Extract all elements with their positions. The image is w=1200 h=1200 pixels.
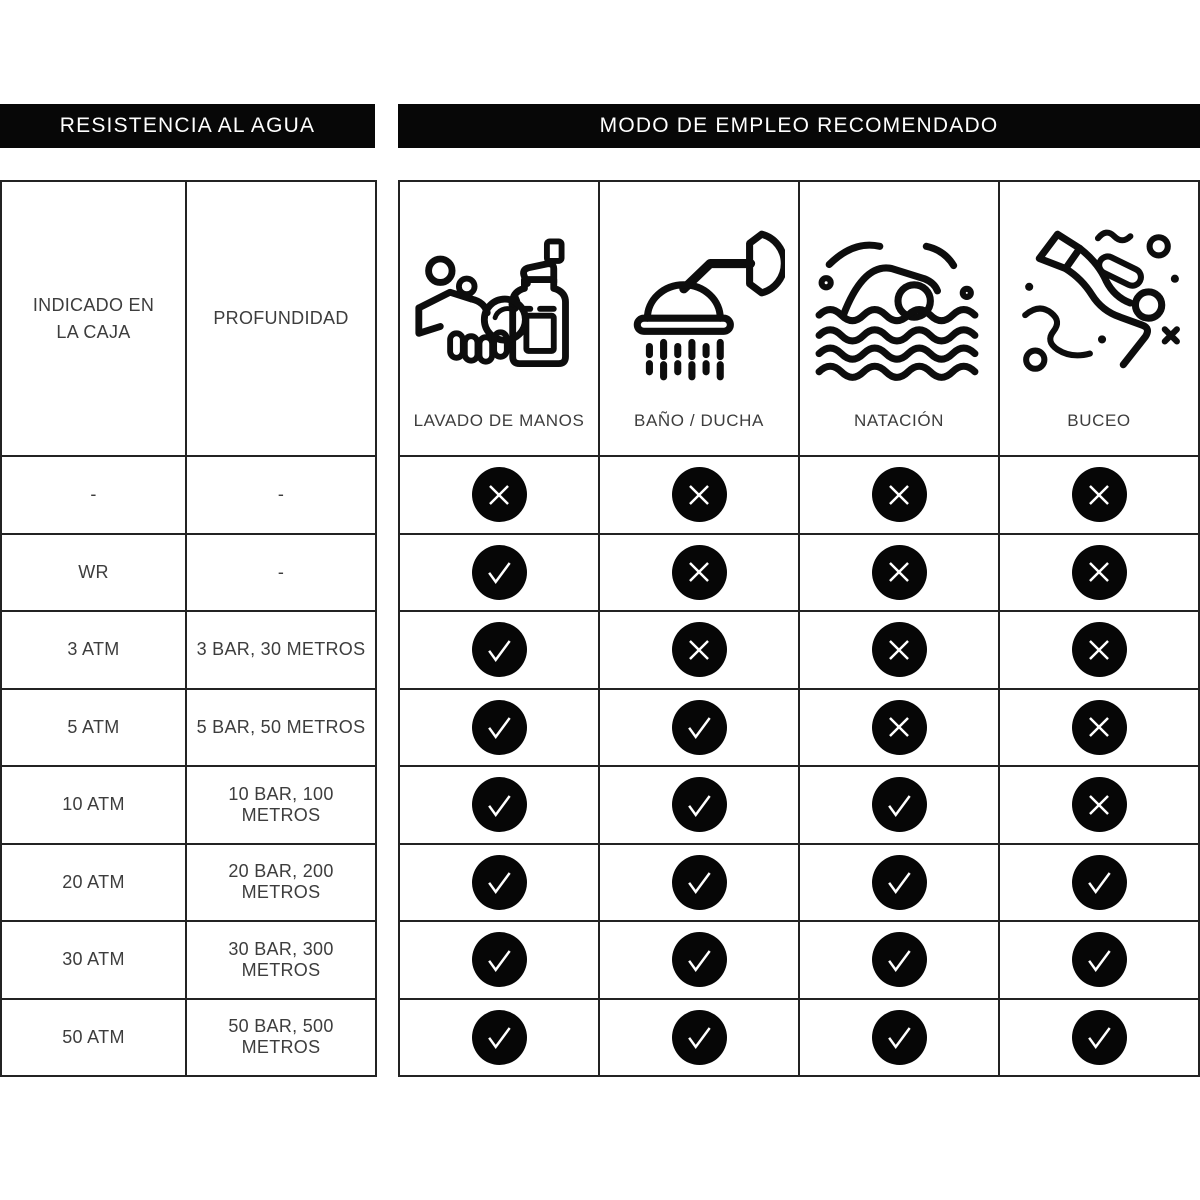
activities-header-row <box>399 181 1199 456</box>
table-row <box>1 766 376 844</box>
table-row <box>1 534 376 612</box>
left-table-header-row <box>1 181 376 456</box>
activity-label: BAÑO / DUCHA <box>634 411 764 430</box>
usage-mark <box>472 932 527 987</box>
swimming-icon <box>813 200 985 405</box>
usage-row <box>399 689 1199 767</box>
shower-icon <box>613 200 785 405</box>
usage-mark <box>1072 855 1127 910</box>
usage-mark <box>672 545 727 600</box>
usage-mark <box>1072 467 1127 522</box>
left-header-bar <box>0 104 375 148</box>
cell-caja: - <box>1 456 186 534</box>
usage-mark <box>672 622 727 677</box>
usage-mark <box>472 622 527 677</box>
usage-mark <box>472 855 527 910</box>
cell-caja: 20 ATM <box>1 844 186 922</box>
table-row <box>1 999 376 1077</box>
usage-mark <box>472 545 527 600</box>
usage-mark <box>472 467 527 522</box>
table-row <box>1 844 376 922</box>
hand-washing-icon <box>411 200 587 405</box>
water-resistance-table <box>0 180 377 1077</box>
usage-mark <box>1072 1010 1127 1065</box>
usage-mark <box>1072 622 1127 677</box>
usage-mark <box>672 932 727 987</box>
usage-mark <box>472 700 527 755</box>
right-header-title: MODO DE EMPLEO RECOMENDADO <box>599 114 999 137</box>
cell-profundidad: 30 BAR, 300 METROS <box>186 921 376 999</box>
usage-mark <box>1072 700 1127 755</box>
usage-mark <box>1072 932 1127 987</box>
usage-mark <box>1072 545 1127 600</box>
usage-row <box>399 456 1199 534</box>
usage-mark <box>872 932 927 987</box>
column-header-profundidad: PROFUNDIDAD <box>186 181 376 456</box>
usage-mark <box>872 855 927 910</box>
cell-caja: 5 ATM <box>1 689 186 767</box>
activity-diving <box>999 181 1199 456</box>
usage-mark <box>472 777 527 832</box>
cell-profundidad: 3 BAR, 30 METROS <box>186 611 376 689</box>
left-header-title: RESISTENCIA AL AGUA <box>59 114 316 137</box>
cell-profundidad: - <box>186 534 376 612</box>
usage-mark <box>672 777 727 832</box>
usage-mark <box>1072 777 1127 832</box>
activity-swimming <box>799 181 999 456</box>
usage-mark <box>872 545 927 600</box>
column-header-caja: INDICADO EN LA CAJA <box>1 181 186 456</box>
usage-mark <box>872 622 927 677</box>
cell-caja: 50 ATM <box>1 999 186 1077</box>
cell-profundidad: 5 BAR, 50 METROS <box>186 689 376 767</box>
usage-row <box>399 766 1199 844</box>
usage-mark <box>672 1010 727 1065</box>
usage-row <box>399 611 1199 689</box>
cell-profundidad: - <box>186 456 376 534</box>
usage-mark <box>672 467 727 522</box>
cell-caja: 30 ATM <box>1 921 186 999</box>
usage-row <box>399 844 1199 922</box>
usage-row <box>399 999 1199 1077</box>
usage-mark <box>872 1010 927 1065</box>
right-header-bar <box>398 104 1200 148</box>
activity-label: BUCEO <box>1067 411 1131 430</box>
cell-caja: 3 ATM <box>1 611 186 689</box>
usage-row <box>399 921 1199 999</box>
diving-icon <box>1013 200 1185 405</box>
table-row <box>1 921 376 999</box>
table-row <box>1 611 376 689</box>
activity-hand-washing <box>399 181 599 456</box>
table-row <box>1 689 376 767</box>
usage-mark <box>872 777 927 832</box>
usage-mark <box>472 1010 527 1065</box>
cell-profundidad: 20 BAR, 200 METROS <box>186 844 376 922</box>
usage-mark <box>672 700 727 755</box>
activity-shower <box>599 181 799 456</box>
usage-mark <box>872 700 927 755</box>
activity-label: LAVADO DE MANOS <box>413 411 585 430</box>
table-row <box>1 456 376 534</box>
usage-recommendation-table <box>398 180 1200 1077</box>
usage-mark <box>672 855 727 910</box>
usage-mark <box>872 467 927 522</box>
cell-profundidad: 50 BAR, 500 METROS <box>186 999 376 1077</box>
cell-profundidad: 10 BAR, 100 METROS <box>186 766 376 844</box>
cell-caja: 10 ATM <box>1 766 186 844</box>
usage-row <box>399 534 1199 612</box>
activity-label: NATACIÓN <box>853 411 945 430</box>
cell-caja: WR <box>1 534 186 612</box>
